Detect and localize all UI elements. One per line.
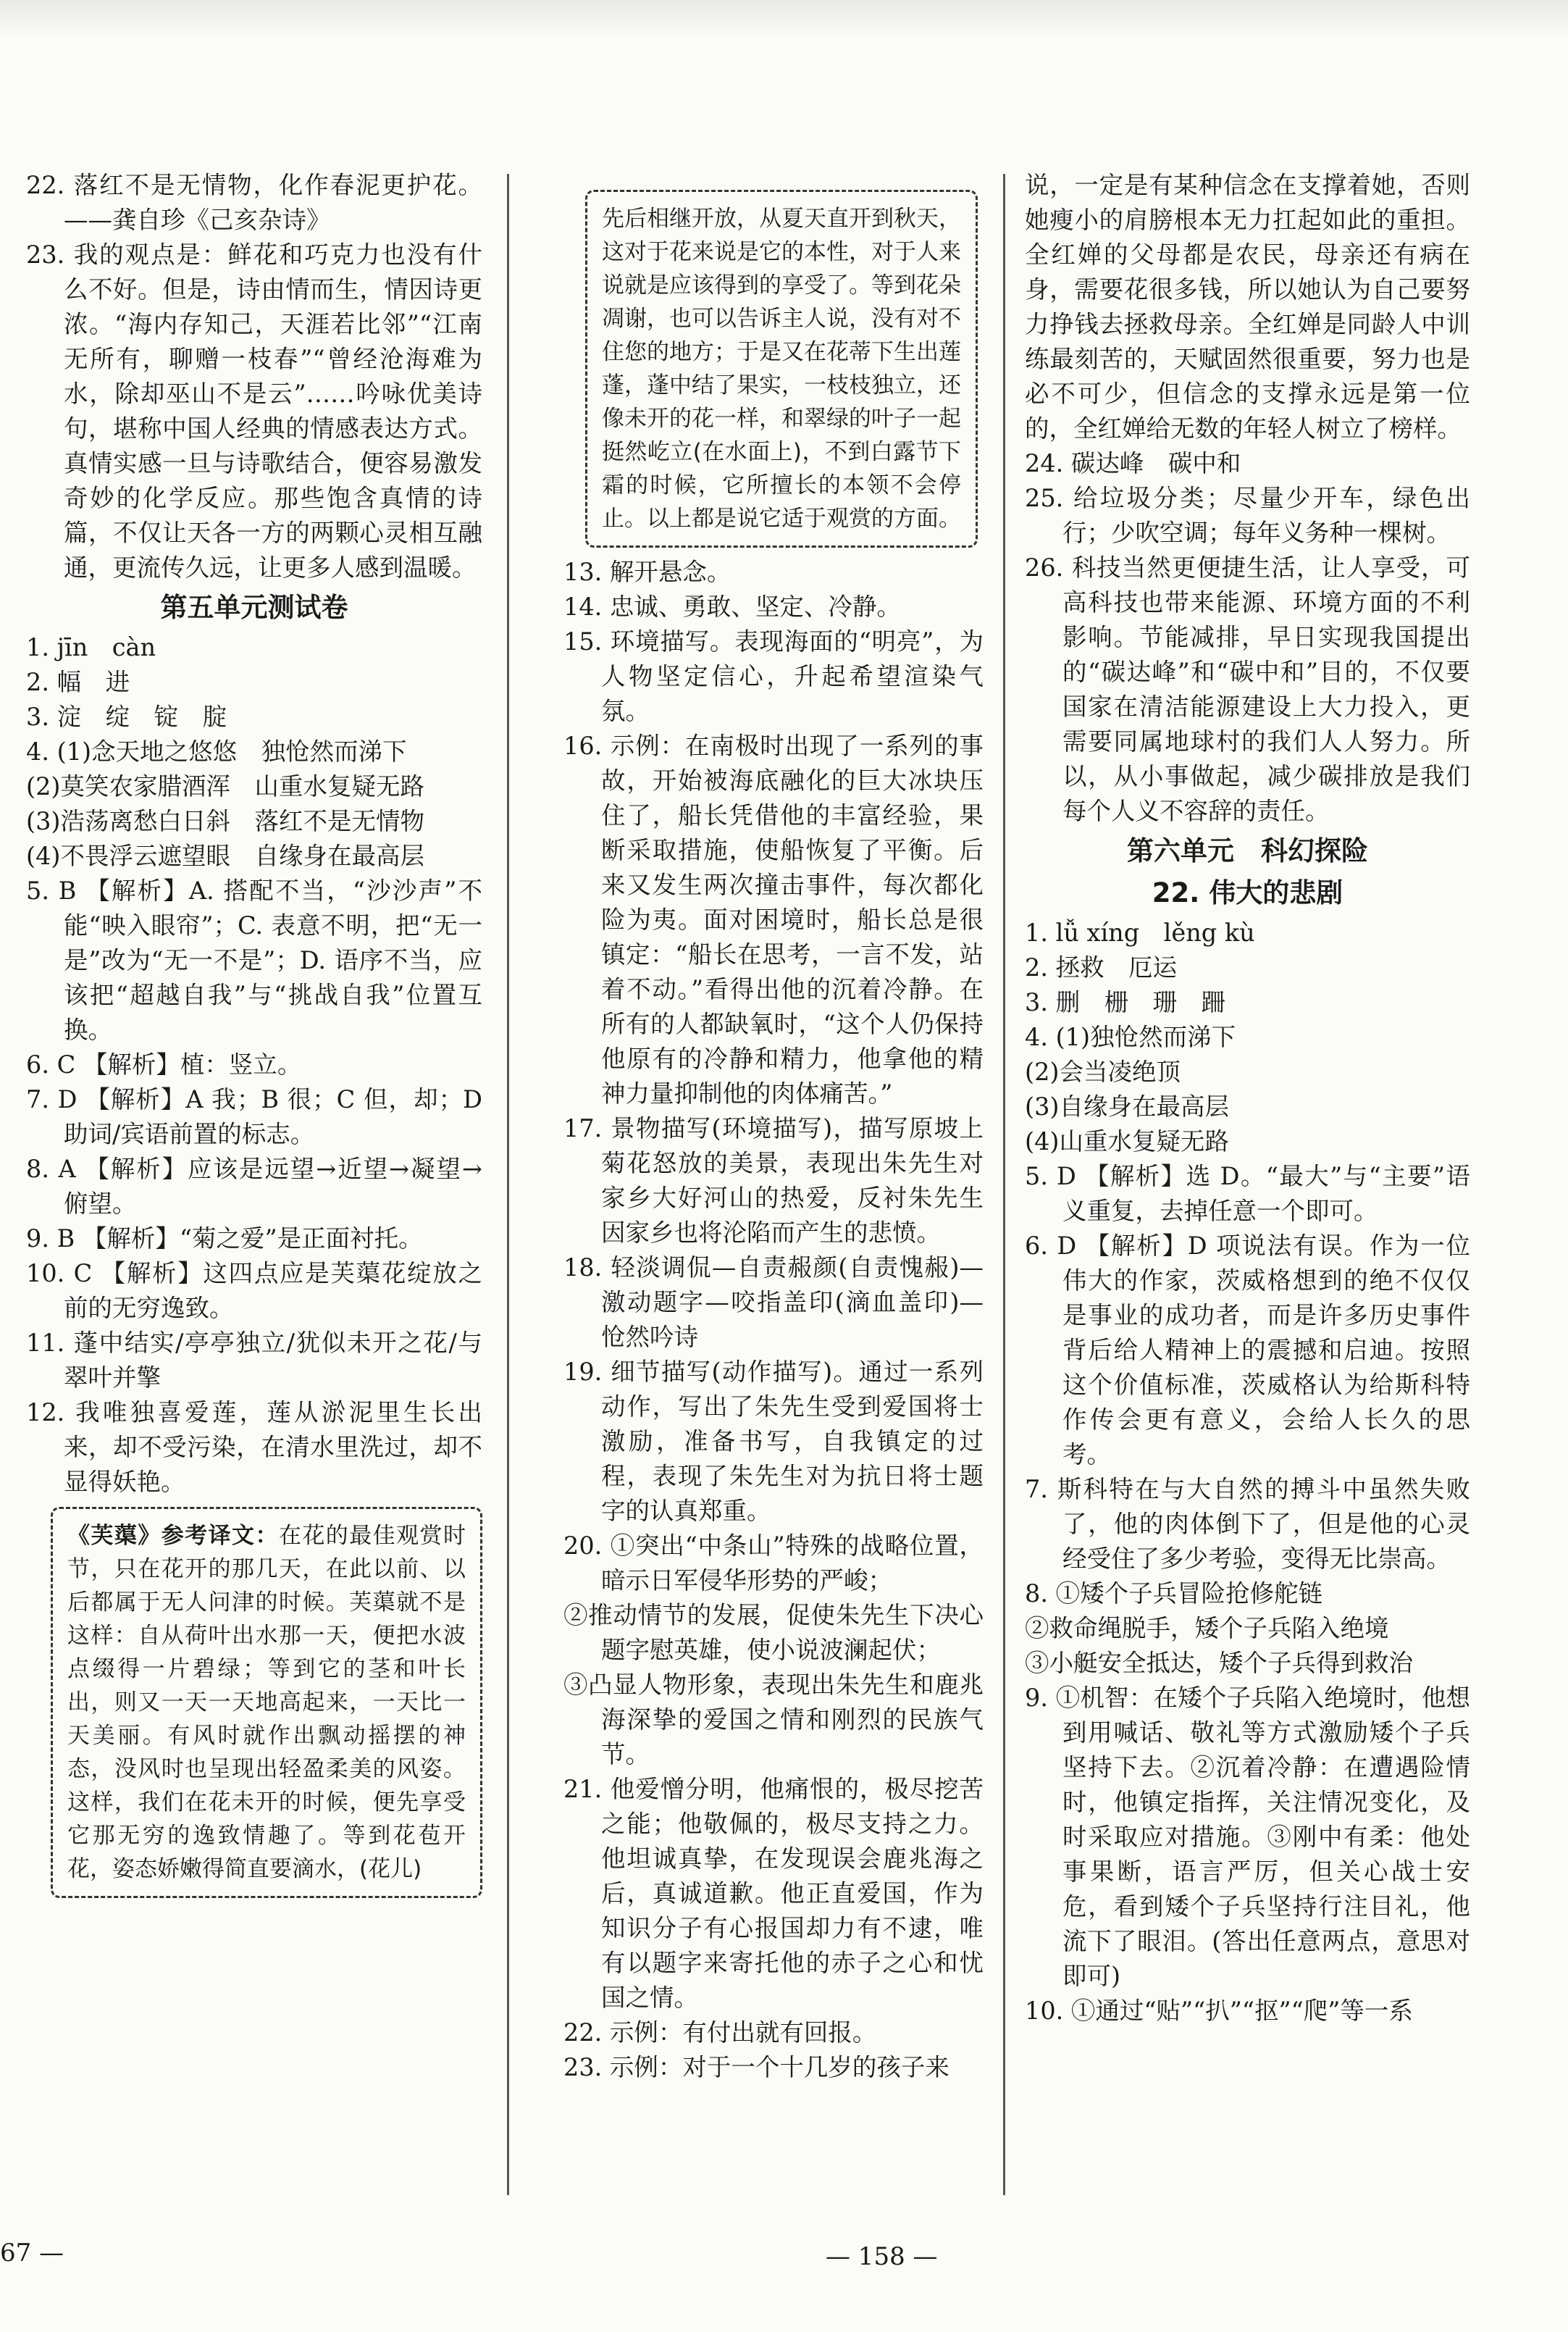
answer-item: 2. 拯救 厄运: [1025, 953, 1178, 982]
answers-unit5-cont: [563, 555, 984, 2085]
translation-box-part1: [51, 1507, 482, 1898]
answer-item: 8. ①矮个子兵冒险抢修舵链: [1025, 1579, 1323, 1608]
answer-item: 20. ①突出“中条山”特殊的战略位置，暗示日军侵华形势的严峻；: [563, 1531, 984, 1595]
answer-item: 17. 景物描写(环境描写)，描写原坡上菊花怒放的美景，表现出朱先生对家乡大好河山的热爱，反衬朱先生因家乡也将沦陷而产生的悲愤。: [563, 1114, 984, 1247]
answer-item: 4. (1)念天地之悠悠 独怆然而涕下: [26, 737, 407, 766]
answer-subitem: (4)山重水复疑无路: [1025, 1127, 1229, 1155]
answer-item: 13. 解开悬念。: [563, 558, 731, 586]
answer-item: 5. B 【解析】A. 搭配不当，“沙沙声”不能“映入眼帘”；C. 表意不明，把“无一是”改为“无一不是”；D. 语序不当，应该把“超越自我”与“挑战自我”位置互换。: [26, 877, 482, 1044]
answer-subitem: (2)会当凌绝顶: [1025, 1058, 1181, 1086]
answer-subitem: ③小艇安全抵达，矮个子兵得到救治: [1025, 1649, 1413, 1677]
answer-item: 6. D 【解析】D 项说法有误。作为一位伟大的作家，茨威格想到的绝不仅仅是事业的成功者，而是许多历史事件背后给人精神上的震撼和启迪。按照这个价值标准，茨威格认为给斯科特作传会更有意义，会给人长久的思考。: [1025, 1232, 1470, 1468]
answer-item: 23. 我的观点是：鲜花和巧克力也没有什么不好。但是，诗由情而生，情因诗更浓。“海内存知己，天涯若比邻”“江南无所有，聊赠一枝春”“曾经沧海难为水，除却巫山不是云”……吟咏优美诗句，堪称中国人经典的情感表达方式。真情实感一旦与诗歌结合，便容易激发奇妙的化学反应。那些饱含真情的诗篇，不仅让天各一方的两颗心灵相互融通，更流传久远，让更多人感到温暖。: [26, 241, 482, 582]
answers-unit5: [26, 630, 482, 1500]
answer-item: 3. 淀 绽 锭 腚: [26, 703, 227, 731]
answer-subitem: (2)莫笑农家腊酒浑 山重水复疑无路: [26, 772, 424, 801]
page-top-shadow: [0, 0, 1568, 40]
answer-item: 22. 落红不是无情物，化作春泥更护花。——龚自珍《己亥杂诗》: [26, 171, 482, 234]
answer-item: 1. lǚ xíng lěng kù: [1025, 919, 1255, 947]
column-divider: [1003, 174, 1005, 2195]
answer-subitem: (3)自缘身在最高层: [1025, 1092, 1229, 1121]
answer-item: 7. 斯科特在与大自然的搏斗中虽然失败了，他的肉体倒下了，但是他的心灵经受住了多少考验，变得无比崇高。: [1025, 1475, 1470, 1573]
answer-item: 5. D 【解析】选 D。“最大”与“主要”语义重复，去掉任意一个即可。: [1025, 1162, 1470, 1225]
column-left: [26, 168, 482, 1898]
column-right: [1025, 168, 1470, 2028]
answer-item: 6. C 【解析】植：竖立。: [26, 1050, 302, 1079]
answers-unit4-tail: [26, 168, 482, 585]
lesson-heading: 22. 伟大的悲剧: [1152, 877, 1343, 908]
answer-item: 14. 忠诚、勇敢、坚定、冷静。: [563, 593, 901, 621]
translation-title: 《芙蕖》参考译文：: [67, 1523, 279, 1549]
answer-continuation: 说，一定是有某种信念在支撑着她，否则她瘦小的肩膀根本无力扛起如此的重担。全红婵的父母都是农民，母亲还有病在身，需要花很多钱，所以她认为自己要努力挣钱去拯救母亲。全红婵是同龄人中训练最刻苦的，天赋固然很重要，努力也是必不可少，但信念的支撑永远是第一位的，全红婵给无数的年轻人树立了榜样。: [1025, 171, 1470, 443]
answer-item: 1. jīn càn: [26, 633, 156, 661]
answer-item: 2. 幅 进: [26, 668, 130, 696]
column-divider: [507, 174, 509, 2195]
answer-item: 16. 示例：在南极时出现了一系列的事故，开始被海底融化的巨大冰块压住了，船长凭借他的丰富经验，果断采取措施，使船恢复了平衡。后来又发生两次撞击事件，每次都化险为夷。面对困境时，船长总是很镇定：“船长在思考，一言不发，站着不动。”看得出他的沉着冷静。在所有的人都缺氧时，“这个人仍保持他原有的冷静和精力，他拿他的精神力量抑制他的肉体痛苦。”: [563, 732, 984, 1108]
translation-box-part2: [585, 190, 978, 548]
answer-item: 3. 删 栅 珊 跚: [1025, 988, 1226, 1016]
answer-subitem: ③凸显人物形象，表现出朱先生和鹿兆海深挚的爱国之情和刚烈的民族气节。: [563, 1671, 984, 1768]
answer-item: 8. A 【解析】应该是远望→近望→凝望→俯望。: [26, 1155, 482, 1218]
answer-item: 10. ①通过“贴”“扒”“抠”“爬”等一系: [1025, 1997, 1413, 2025]
translation-text: 在花的最佳观赏时节，只在花开的那几天，在此以前、以后都属于无人问津的时候。芙蕖就不是这样：自从荷叶出水那一天，便把水波点缀得一片碧绿；等到它的茎和叶长出，则又一天一天地高起来，一天比一天美丽。有风时就作出飘动摇摆的神态，没风时也呈现出轻盈柔美的风姿。这样，我们在花未开的时候，便先享受它那无穷的逸致情趣了。等到花苞开花，姿态娇嫩得简直要滴水，(花儿): [67, 1523, 466, 1882]
answer-item: 7. D 【解析】A 我；B 很；C 但，却；D 助词/宾语前置的标志。: [26, 1085, 482, 1148]
answer-subitem: ②救命绳脱手，矮个子兵陷入绝境: [1025, 1614, 1389, 1642]
section-heading-unit5: 第五单元测试卷: [160, 592, 348, 623]
answer-item: 11. 蓬中结实/亭亭独立/犹似未开之花/与翠叶并擎: [26, 1329, 482, 1392]
answer-item: 18. 轻淡调侃—自责赧颜(自责愧赧)—激动题字—咬指盖印(滴血盖印)—怆然吟诗: [563, 1253, 984, 1351]
answer-item: 22. 示例：有付出就有回报。: [563, 2018, 877, 2047]
section-heading-unit6: 第六单元 科幻探险: [1127, 835, 1368, 866]
answer-item: 25. 给垃圾分类；尽量少开车，绿色出行；少吹空调；每年义务种一棵树。: [1025, 484, 1470, 547]
answer-item: 9. ①机智：在矮个子兵陷入绝境时，他想到用喊话、敬礼等方式激励矮个子兵坚持下去。②沉着冷静：在遭遇险情时，他镇定指挥，关注情况变化，及时采取应对措施。③刚中有柔：他处事果断，语言严厉，但关心战士安危，看到矮个子兵坚持行注目礼，他流下了眼泪。(答出任意两点，意思对即可): [1025, 1684, 1470, 1990]
answer-item: 4. (1)独怆然而涕下: [1025, 1023, 1236, 1051]
answer-item: 15. 环境描写。表现海面的“明亮”，为人物坚定信心，升起希望渲染气氛。: [563, 627, 984, 725]
answer-item: 26. 科技当然更便捷生活，让人享受，可高科技也带来能源、环境方面的不利影响。节能减排，早日实现我国提出的“碳达峰”和“碳中和”目的，不仅要国家在清洁能源建设上大力投入，更需要同属地球村的我们人人努力。所以，从小事做起，减少碳排放是我们每个人义不容辞的责任。: [1025, 553, 1470, 825]
prev-page-number: 67 —: [0, 2239, 64, 2268]
answer-item: 23. 示例：对于一个十几岁的孩子来: [563, 2053, 949, 2081]
page-number: — 158 —: [826, 2242, 938, 2271]
translation-text: 先后相继开放，从夏天直开到秋天，这对于花来说是它的本性，对于人来说就是应该得到的享受了。等到花朵凋谢，也可以告诉主人说，没有对不住您的地方；于是又在花蒂下生出莲蓬，蓬中结了果实，一枝枝独立，还像未开的花一样，和翠绿的叶子一起挺然屹立(在水面上)，不到白露节下霜的时候，它所擅长的本领不会停止。以上都是说它适于观赏的方面。: [602, 206, 961, 532]
answer-subitem: (4)不畏浮云遮望眼 自缘身在最高层: [26, 842, 424, 870]
answer-item: 21. 他爱憎分明，他痛恨的，极尽挖苦之能；他敬佩的，极尽支持之力。他坦诚真挚，在发现误会鹿兆海之后，真诚道歉。他正直爱国，作为知识分子有心报国却力有不逮，唯有以题字来寄托他的赤子之心和忧国之情。: [563, 1775, 984, 2012]
column-middle: [563, 168, 984, 2085]
answer-subitem: (3)浩荡离愁白日斜 落红不是无情物: [26, 807, 424, 835]
answer-item: 19. 细节描写(动作描写)。通过一系列动作，写出了朱先生受到爱国将士激励，准备书写，自我镇定的过程，表现了朱先生对为抗日将士题字的认真郑重。: [563, 1358, 984, 1525]
answer-subitem: ②推动情节的发展，促使朱先生下决心题字慰英雄，使小说波澜起伏；: [563, 1601, 984, 1664]
answer-item: 10. C 【解析】这四点应是芙蕖花绽放之前的无穷逸致。: [26, 1259, 482, 1322]
answer-item: 24. 碳达峰 碳中和: [1025, 449, 1241, 477]
answer-item: 12. 我唯独喜爱莲，莲从淤泥里生长出来，却不受污染，在清水里洗过，却不显得妖艳。: [26, 1398, 482, 1496]
answer-item: 9. B 【解析】“菊之爱”是正面衬托。: [26, 1224, 423, 1253]
